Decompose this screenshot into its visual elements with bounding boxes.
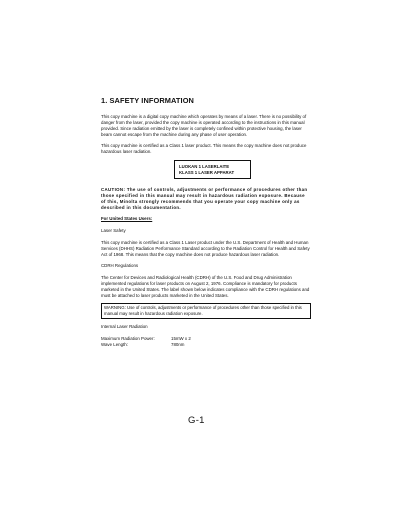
page-content <box>101 96 311 347</box>
spec-power-value: 15mW x 2 <box>171 335 191 341</box>
laser-label-line-1: LUOKAN 1 LASERLAITE <box>179 164 230 169</box>
warning-box: WARNING: Use of controls, adjustments or performance of procedures other than those specified in this manual may result in hazardous radiation exposure. <box>101 303 311 319</box>
internal-radiation-heading: Internal Laser Radiation <box>101 323 148 329</box>
intro-paragraph: This copy machine is a digital copy machine which operates by means of a laser. There is no possibility of danger from the laser, provided the copy machine is operated according to the instructions in this manual provided. Since radiation emitted by the laser is completely confined within protective housing, the laser beam cannot escape from the machine during any phase of user operation. <box>101 114 307 137</box>
class1-paragraph: This copy machine is certified as a Class 1 laser product. This means the copy machine does not produce hazardous laser radiation. <box>101 143 307 154</box>
laser-class-label-box <box>174 160 251 179</box>
cdrh-heading: CDRH Regulations <box>101 263 139 269</box>
page-number: G-1 <box>188 415 205 426</box>
section-title: 1. SAFETY INFORMATION <box>101 96 194 105</box>
laser-label-line-2: KLASS 1 LASER APPARAT <box>179 169 235 175</box>
spec-wave-label: Wave Length: <box>101 341 128 347</box>
laser-safety-heading: Laser Safety <box>101 228 126 234</box>
cdrh-paragraph: The Center for Devices and Radiological Health (CDRH) of the U.S. Food and Drug Administration implemented regulations for laser products on August 2, 1976. Compliance is mandatory for products marketed in the United States. The label shown below indicates compliance with the CDRH regulations and must be attached to laser products marketed in the United States. <box>101 275 310 299</box>
laser-safety-paragraph: This copy machine is certified as a Class 1 Laser product under the U.S. Department of Health and Human Services (DHHS) Radiation Performance Standard according to the Radiation Control for Health and Safety Act of 1968. This means that the copy machine does not produce hazardous laser radiation. <box>101 240 310 258</box>
spec-wave-value: 780nm <box>171 341 185 347</box>
spec-power-label: Maximum Radiation Power: <box>101 335 155 341</box>
spec-row-wavelength <box>101 342 311 348</box>
us-users-heading: For United States Users: <box>101 216 153 222</box>
caution-paragraph: CAUTION: The use of controls, adjustments or performance of procedures other than those specified in this manual may result in hazardous radiation exposure. Because of this, Minolta strongly recommends that you operate your copy machine only as described in this documentation. <box>101 187 308 211</box>
